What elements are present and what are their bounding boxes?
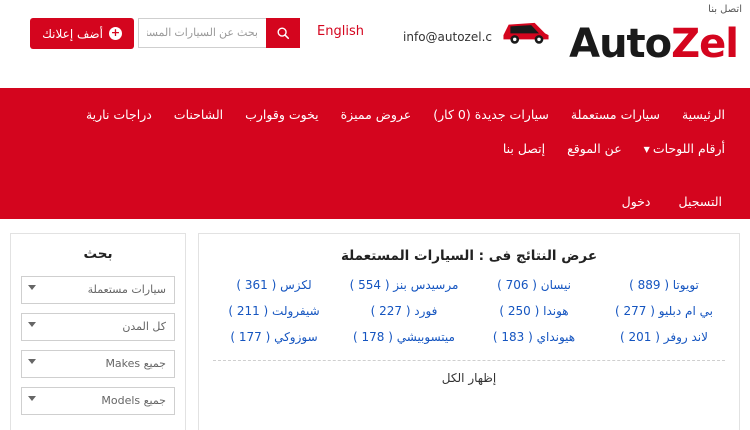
nav-label: عروض مميزة: [340, 107, 412, 122]
page-content: [0, 219, 750, 430]
search-panel-title: بحث: [83, 245, 113, 262]
brand-link[interactable]: تويوتا ( 889 ): [629, 277, 699, 292]
brand-grid: [209, 278, 729, 344]
brand-link[interactable]: نيسان ( 706 ): [497, 277, 571, 292]
nav-item-boats[interactable]: [234, 98, 330, 132]
nav-label: سيارات جديدة (0 كار): [433, 107, 549, 122]
top-bar: [0, 0, 750, 88]
site-logo[interactable]: [502, 6, 742, 78]
makes-select-value: جميع Makes: [105, 357, 166, 370]
nav-label: الشاحنات: [173, 107, 224, 122]
main-navigation: [0, 88, 750, 219]
plus-icon: +: [110, 26, 121, 39]
brand-link[interactable]: هيونداي ( 183 ): [492, 329, 576, 344]
nav-label: سيارات مستعملة: [570, 107, 660, 122]
category-select[interactable]: [21, 276, 175, 304]
nav-item-plate-numbers[interactable]: [633, 132, 736, 167]
search-button[interactable]: [266, 18, 300, 48]
nav-label: أرقام اللوحات: [652, 141, 725, 156]
nav-item-login[interactable]: [608, 185, 665, 219]
brand-link[interactable]: لاند روفر ( 201 ): [620, 329, 708, 344]
nav-auth-row: [0, 167, 750, 219]
city-select[interactable]: [21, 313, 175, 341]
nav-label: دراجات نارية: [85, 107, 152, 122]
makes-select-wrap: [21, 350, 175, 378]
results-title: عرض النتائج فى : السيارات المستعملة: [340, 247, 598, 264]
chevron-down-icon: ▼: [643, 144, 650, 154]
contact-label: اتصل بنا: [708, 4, 742, 15]
logo-wordmark: [569, 21, 738, 67]
nav-item-contact[interactable]: [492, 132, 556, 166]
nav-item-register[interactable]: [664, 185, 736, 219]
brand-link[interactable]: فورد ( 227 ): [370, 303, 438, 318]
chevron-down-icon: [28, 322, 36, 327]
city-select-value: كل المدن: [122, 320, 166, 333]
nav-items-row: [0, 98, 750, 167]
nav-label: عن الموقع: [567, 141, 622, 156]
search-icon: [276, 26, 290, 40]
models-select-value: جميع Models: [101, 394, 166, 407]
chevron-down-icon: [28, 396, 36, 401]
header-search: [138, 18, 300, 48]
category-select-wrap: [21, 276, 175, 304]
chevron-down-icon: [28, 359, 36, 364]
nav-item-special-offers[interactable]: [330, 98, 423, 132]
chevron-down-icon: [28, 285, 36, 290]
category-select-value: سيارات مستعملة: [87, 283, 166, 296]
results-panel: [198, 233, 740, 430]
nav-item-trucks[interactable]: [163, 98, 234, 132]
brand-link[interactable]: سوزوكي ( 177 ): [230, 329, 318, 344]
models-select-wrap: [21, 387, 175, 415]
nav-label: التسجيل: [678, 193, 722, 209]
language-switch-link[interactable]: English: [317, 24, 364, 39]
add-ad-label: أضف إعلانك: [42, 26, 103, 41]
nav-label: يخوت وقوارب: [245, 107, 319, 122]
brand-link[interactable]: هوندا ( 250 ): [499, 303, 569, 318]
nav-item-home[interactable]: [671, 98, 736, 132]
nav-item-new-cars[interactable]: [422, 98, 560, 132]
logo-text-zel: Zel: [671, 21, 738, 67]
logo-text-auto: Auto: [569, 21, 672, 67]
nav-label: إتصل بنا: [502, 141, 546, 156]
nav-label: دخول: [621, 193, 651, 209]
nav-item-motorcycles[interactable]: [75, 98, 163, 132]
nav-label: الرئيسية: [681, 107, 725, 122]
city-select-wrap: [21, 313, 175, 341]
models-select[interactable]: [21, 387, 175, 415]
makes-select[interactable]: [21, 350, 175, 378]
brand-link[interactable]: ميتسوبيشي ( 178 ): [353, 329, 455, 344]
brand-link[interactable]: شيفرولت ( 211 ): [228, 303, 320, 318]
show-all-link[interactable]: إظهار الكل: [441, 370, 497, 385]
brand-link[interactable]: لكزس ( 361 ): [236, 277, 312, 292]
brand-link[interactable]: مرسيدس بنز ( 554 ): [349, 277, 459, 292]
divider: [213, 360, 725, 361]
nav-item-used-cars[interactable]: [560, 98, 671, 132]
nav-item-about[interactable]: [556, 132, 633, 166]
add-ad-button[interactable]: [30, 18, 134, 49]
brand-link[interactable]: بي ام دبليو ( 277 ): [615, 303, 713, 318]
search-sidebar-panel: [10, 233, 186, 430]
search-input[interactable]: [138, 18, 266, 48]
contact-email: info@autozel.c: [403, 30, 492, 44]
car-icon: [500, 12, 552, 46]
